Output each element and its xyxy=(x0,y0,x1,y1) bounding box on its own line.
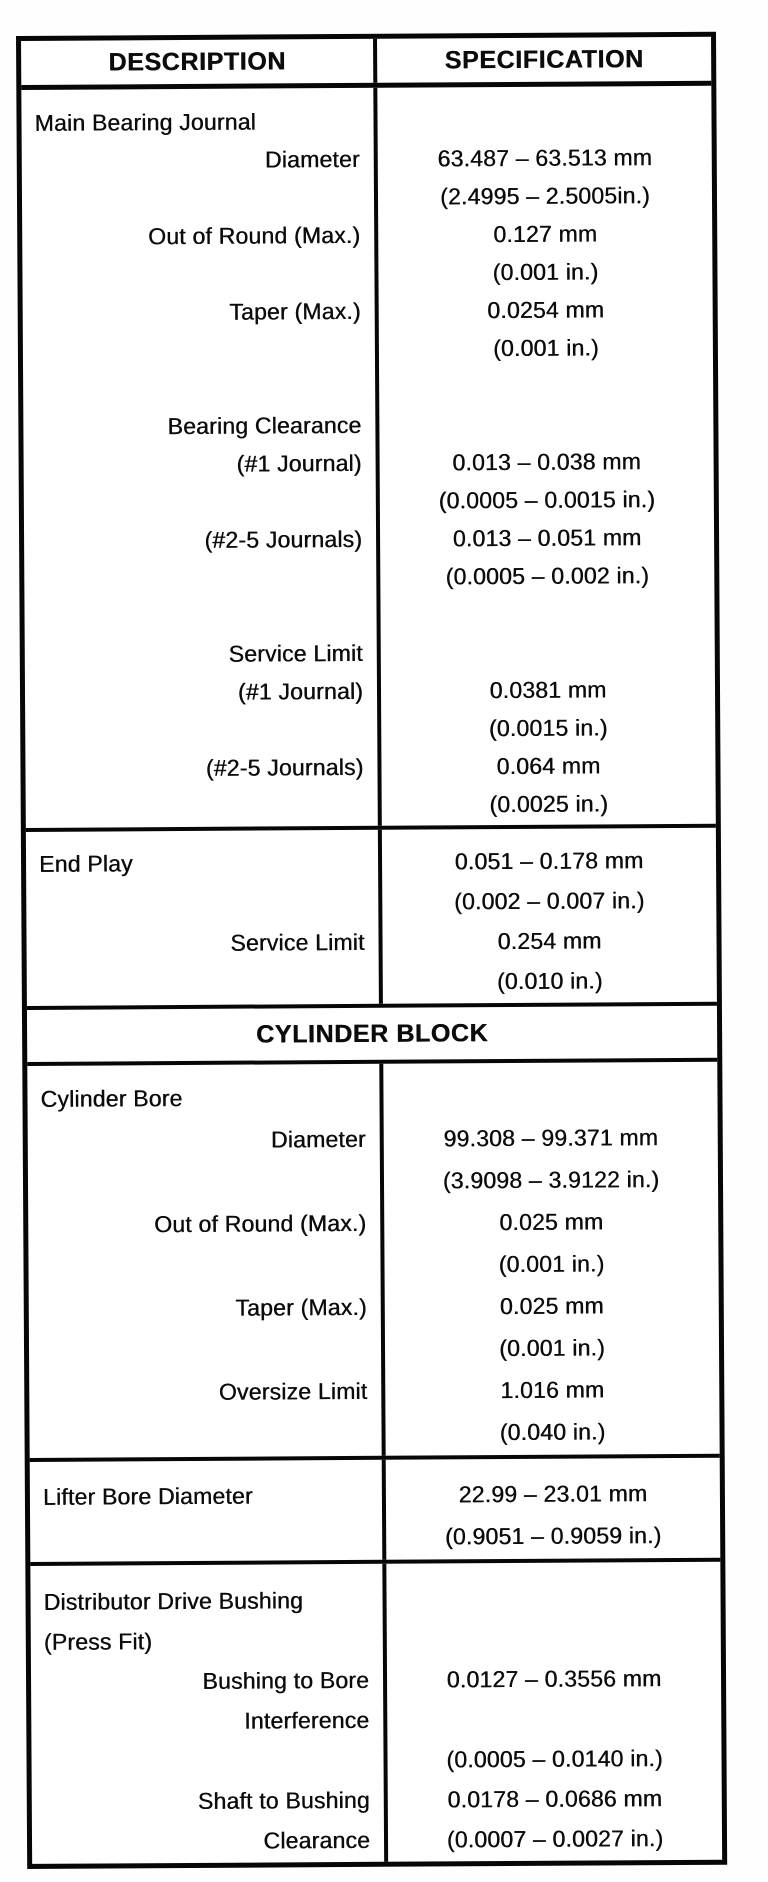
description-line xyxy=(26,786,378,826)
specification-column xyxy=(382,1562,722,1862)
spec-block-distributor-drive-bushing xyxy=(30,1562,722,1864)
spec-block-end-play xyxy=(26,828,717,1010)
specification-line: 63.487 – 63.513 mm xyxy=(437,144,653,172)
description-column xyxy=(27,1064,381,1458)
description-column xyxy=(21,88,378,828)
description-line xyxy=(27,962,379,1004)
table-header-row xyxy=(21,37,711,90)
specification-line: (0.0015 in.) xyxy=(488,714,608,742)
description-line: Main Bearing Journal xyxy=(34,108,256,136)
description-line xyxy=(30,1516,382,1560)
description-line: Out of Round (Max.) xyxy=(154,1209,367,1238)
specification-line: (0.0005 – 0.0140 in.) xyxy=(446,1745,663,1773)
description-column xyxy=(30,1564,384,1864)
specification-line: (0.0005 – 0.002 in.) xyxy=(445,562,650,590)
description-line: Bearing Clearance xyxy=(167,411,362,440)
description-line: Taper (Max.) xyxy=(235,1293,367,1321)
section-header-cylinder-block xyxy=(27,1006,717,1066)
specification-line xyxy=(380,594,714,634)
description-line: (#2-5 Journals) xyxy=(204,525,363,553)
specification-line: 0.0178 – 0.0686 mm xyxy=(447,1785,663,1813)
specification-line: 22.99 – 23.01 mm xyxy=(458,1480,648,1508)
specification-line: 1.016 mm xyxy=(500,1376,605,1404)
description-line: (#1 Journal) xyxy=(236,449,362,477)
description-line: Clearance xyxy=(263,1826,371,1854)
specification-line xyxy=(387,1618,721,1660)
description-column xyxy=(30,1460,383,1562)
specification-column xyxy=(373,86,716,826)
description-line: Interference xyxy=(244,1706,370,1734)
description-line: Service Limit xyxy=(228,639,363,667)
description-line xyxy=(24,482,376,522)
column-header-description: DESCRIPTION xyxy=(108,47,286,77)
description-line: Taper (Max.) xyxy=(229,297,361,325)
description-line: Diameter xyxy=(270,1125,366,1153)
specification-line: 0.0127 – 0.3556 mm xyxy=(446,1665,662,1693)
description-column xyxy=(26,830,379,1006)
specification-line xyxy=(386,1578,720,1620)
specification-line xyxy=(387,1698,721,1740)
description-line: End Play xyxy=(38,850,133,877)
description-line xyxy=(28,1244,380,1288)
description-line: (#2-5 Journals) xyxy=(205,753,364,781)
description-line: (#1 Journal) xyxy=(237,677,364,705)
specification-line xyxy=(381,632,715,672)
spec-block-cylinder-bore xyxy=(27,1062,719,1462)
spec-block-main-bearing-journal xyxy=(21,86,716,832)
description-line xyxy=(22,178,374,218)
description-line: (Press Fit) xyxy=(43,1628,153,1655)
description-line xyxy=(24,558,376,598)
specification-line: 0.025 mm xyxy=(499,1208,604,1236)
specification-line: (0.002 – 0.007 in.) xyxy=(453,887,645,915)
specification-line: 0.0381 mm xyxy=(489,676,607,704)
specification-line: (0.001 in.) xyxy=(498,1250,605,1278)
specification-line: (0.040 in.) xyxy=(499,1418,606,1446)
specification-line: (0.001 in.) xyxy=(499,1334,605,1362)
specification-line: (0.9051 – 0.9059 in.) xyxy=(444,1522,662,1550)
specification-line: (3.9098 – 3.9122 in.) xyxy=(442,1166,660,1194)
description-line: Bushing to Bore xyxy=(202,1666,370,1694)
description-line xyxy=(23,368,375,408)
specification-line xyxy=(379,366,713,406)
description-line xyxy=(28,1160,380,1204)
specification-line: (2.4995 – 2.5005in.) xyxy=(439,182,651,210)
specification-column xyxy=(378,828,717,1004)
specification-line: (0.0025 in.) xyxy=(489,790,609,818)
description-line: Out of Round (Max.) xyxy=(147,221,361,250)
description-line xyxy=(24,596,376,636)
specification-line: (0.010 in.) xyxy=(496,967,603,995)
specification-line: 0.013 – 0.051 mm xyxy=(452,524,642,552)
description-line: Cylinder Bore xyxy=(40,1085,183,1112)
description-line xyxy=(29,1328,381,1372)
description-line: Service Limit xyxy=(230,928,365,956)
specification-line: 0.064 mm xyxy=(496,752,601,780)
table-blocks xyxy=(21,86,722,1864)
specification-line: 99.308 – 99.371 mm xyxy=(443,1124,659,1152)
spec-block-lifter-bore xyxy=(30,1458,721,1566)
description-line xyxy=(26,882,378,924)
description-line: Diameter xyxy=(264,145,360,173)
description-line xyxy=(29,1412,381,1456)
specification-line: 0.127 mm xyxy=(493,220,598,248)
description-line xyxy=(31,1740,383,1782)
specification-line xyxy=(383,1074,717,1118)
section-header-label: CYLINDER BLOCK xyxy=(256,1019,489,1049)
specification-line: 0.025 mm xyxy=(499,1292,604,1320)
description-line: Oversize Limit xyxy=(218,1377,368,1405)
description-line xyxy=(22,254,374,294)
specification-line: 0.254 mm xyxy=(497,927,602,955)
specification-column xyxy=(379,1062,719,1456)
specification-line: 0.051 – 0.178 mm xyxy=(454,847,644,875)
specification-column xyxy=(382,1458,721,1560)
specification-line xyxy=(379,404,713,444)
description-line: Shaft to Bushing xyxy=(197,1786,370,1814)
specification-line: 0.013 – 0.038 mm xyxy=(452,448,641,476)
column-header-specification: SPECIFICATION xyxy=(373,37,711,83)
specification-line: (0.001 in.) xyxy=(492,258,599,286)
description-line xyxy=(23,330,375,370)
specification-line: (0.001 in.) xyxy=(492,334,599,362)
description-line: Lifter Bore Diameter xyxy=(42,1482,253,1510)
specification-table xyxy=(16,32,727,1869)
specification-line: (0.0007 – 0.0027 in.) xyxy=(446,1825,664,1853)
description-line xyxy=(25,710,377,750)
specification-line xyxy=(377,100,711,140)
description-line: Distributor Drive Bushing xyxy=(43,1587,304,1615)
specification-line: 0.0254 mm xyxy=(487,296,605,324)
specification-line: (0.0005 – 0.0015 in.) xyxy=(438,486,656,514)
